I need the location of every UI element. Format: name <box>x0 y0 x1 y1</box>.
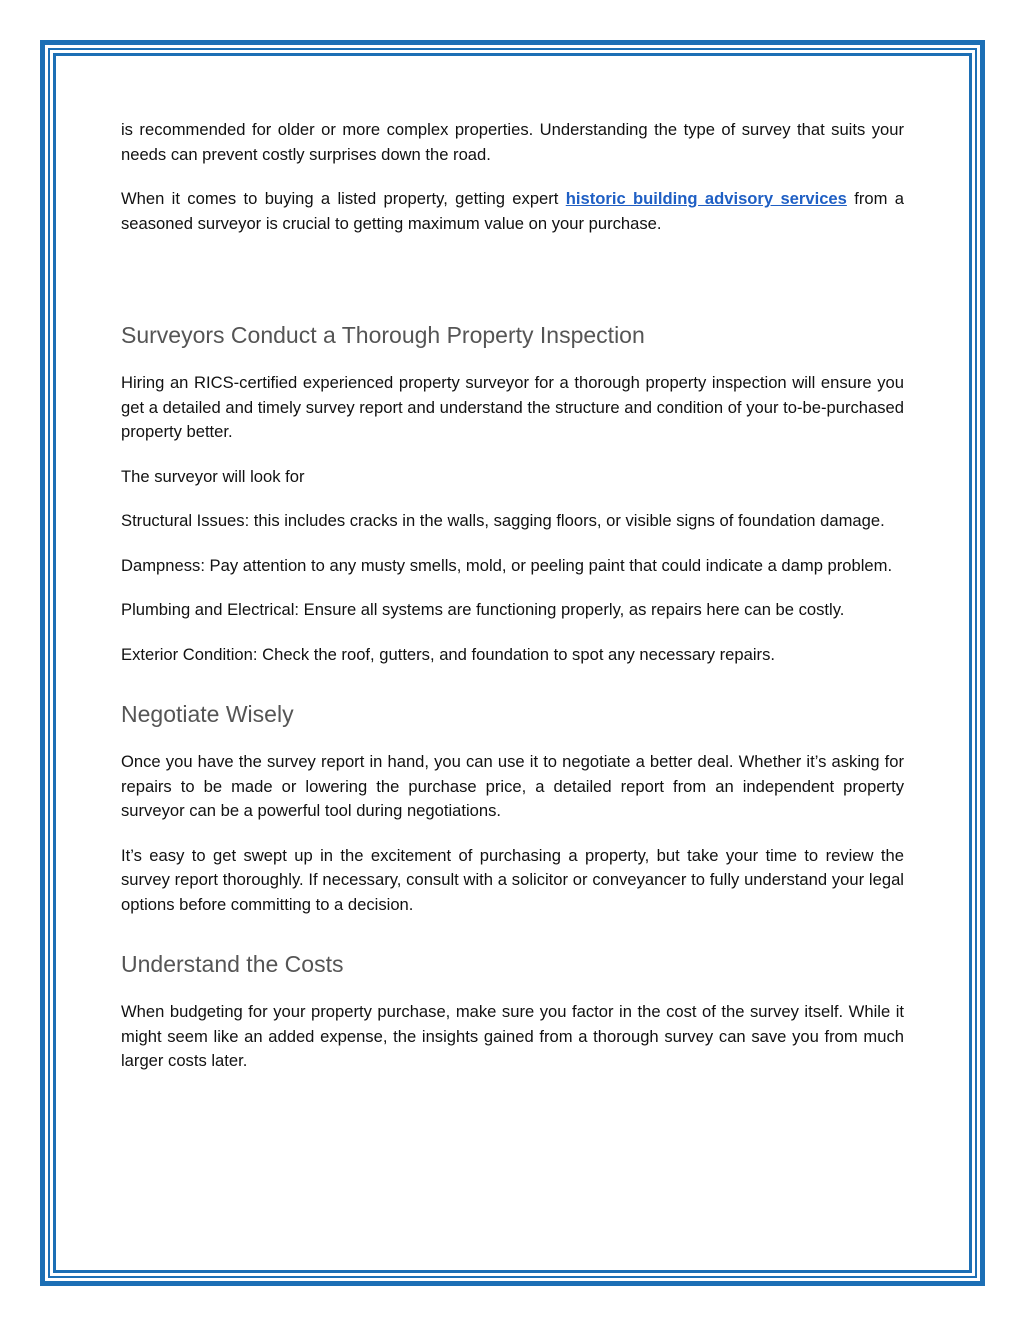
section-spacer <box>121 256 904 320</box>
inspection-item-dampness: Dampness: Pay attention to any musty smells, mold, or peeling paint that could indicate a damp problem. <box>121 555 893 575</box>
intro-paragraph: is recommended for older or more complex properties. Understanding the type of survey that suits your needs can prevent costly surprises down the road. <box>121 120 904 164</box>
intro-link-paragraph <box>121 187 904 236</box>
inspection-lead-in: The surveyor will look for <box>121 466 305 486</box>
inspection-item-plumbing: Plumbing and Electrical: Ensure all systems are functioning properly, as repairs here can be costly. <box>121 600 845 619</box>
section-spacer <box>121 687 904 699</box>
document-body <box>121 118 904 1094</box>
intro-text-after-link: from a seasoned surveyor is crucial to getting maximum value on your purchase. <box>121 189 904 233</box>
historic-building-advisory-link[interactable]: historic building advisory services <box>565 189 847 208</box>
negotiate-paragraph-1: Once you have the survey report in hand, you can use it to negotiate a better deal. Whether it’s asking for repairs to be made or lowering the purchase price, a detailed report from an independent property surveyor can be a powerful tool during negotiations. <box>121 752 904 820</box>
section-heading-inspection: Surveyors Conduct a Thorough Property Inspection <box>121 322 645 348</box>
inspection-item-structural: Structural Issues: this includes cracks in the walls, sagging floors, or visible signs of foundation damage. <box>121 511 885 530</box>
section-spacer <box>121 937 904 949</box>
inspection-paragraph: Hiring an RICS-certified experienced property surveyor for a thorough property inspection will ensure you get a detailed and timely survey report and understand the structure and condition of your to-be-purchased property better. <box>121 373 904 441</box>
section-heading-negotiate: Negotiate Wisely <box>121 701 294 727</box>
negotiate-paragraph-2: It’s easy to get swept up in the excitement of purchasing a property, but take your time to review the survey report thoroughly. If necessary, consult with a solicitor or conveyancer to fully understand your legal options before committing to a decision. <box>121 845 904 914</box>
inspection-item-exterior: Exterior Condition: Check the roof, gutters, and foundation to spot any necessary repairs. <box>121 644 775 664</box>
intro-text-before-link: When it comes to buying a listed property, getting expert <box>121 189 566 208</box>
costs-paragraph: When budgeting for your property purchase, make sure you factor in the cost of the survey itself. While it might seem like an added expense, the insights gained from a thorough survey can save you from much larger costs later. <box>121 1002 904 1070</box>
section-heading-costs: Understand the Costs <box>121 951 344 977</box>
